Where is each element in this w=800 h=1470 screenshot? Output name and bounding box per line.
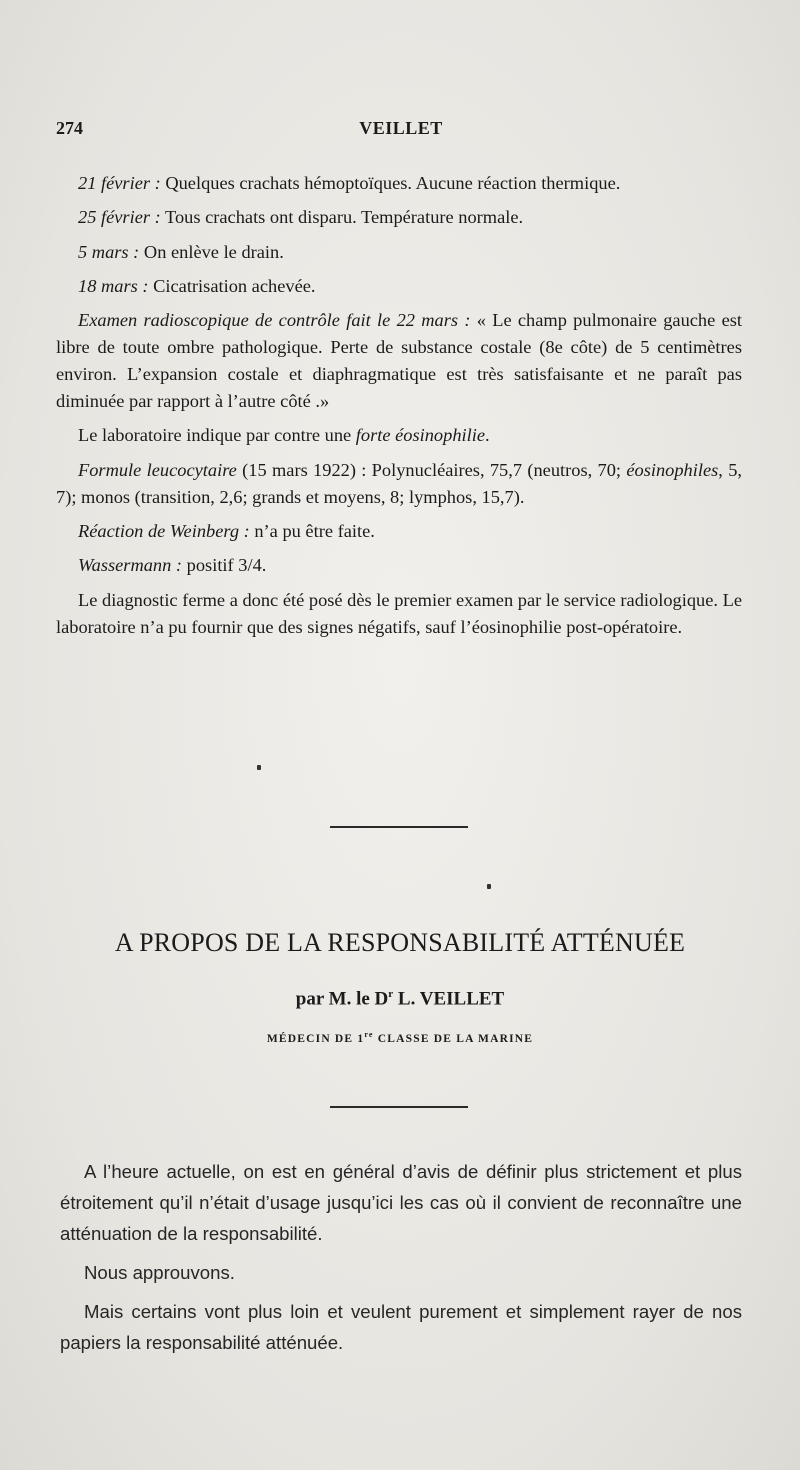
article-paragraph: Mais certains vont plus loin et veulent purement et simplement rayer de nos papiers la responsabilité atténuée.: [60, 1301, 742, 1353]
affiliation-suffix: CLASSE DE LA MARINE: [373, 1032, 534, 1045]
case-note: [56, 170, 742, 197]
byline-prefix: par M. le D: [295, 988, 389, 1010]
radioscopy-text: « Le champ pulmonaire gauche est libre de toute ombre pathologique. Perte de substance costale (8e côte) de 5 centimètres environ. L’expansion costale et diaphragmatique est très satisfaisante et ne paraît pas diminuée par rapport à l’autre côté .»: [56, 310, 743, 412]
case-note-date: 5 mars :: [78, 241, 140, 262]
case-note: [56, 239, 742, 266]
weinberg-paragraph: [56, 518, 742, 545]
case-note: [56, 204, 742, 231]
article-title: A PROPOS DE LA RESPONSABILITÉ ATTÉNUÉE: [114, 928, 686, 957]
formula-lead: Formule leucocytaire: [78, 459, 237, 480]
lab-text-end: .: [485, 425, 490, 446]
formula-text-end: , 5, 7); monos (transition, 2,6; grands et moyens, 8; lymphos, 15,7).: [56, 459, 742, 507]
case-note-date: 25 février :: [78, 207, 161, 228]
article-paragraph: Nous approuvons.: [84, 1262, 235, 1283]
case-note-date: 21 février :: [78, 173, 161, 193]
case-note-text: On enlève le drain.: [139, 241, 284, 262]
byline-superscript: r: [388, 988, 394, 1000]
wassermann-text: positif 3/4.: [182, 555, 267, 576]
weinberg-lead: Réaction de Weinberg :: [78, 521, 250, 542]
author-name: L. VEILLET: [393, 988, 505, 1010]
lab-paragraph: [56, 422, 742, 449]
running-title: VEILLET: [359, 118, 443, 138]
print-speck: [257, 765, 261, 770]
print-speck: [487, 884, 491, 889]
wassermann-paragraph: [56, 552, 742, 579]
case-note-text: Cicatrisation achevée.: [148, 275, 316, 296]
radioscopy-lead: Examen radioscopique de contrôle fait le 22 mars :: [78, 310, 471, 331]
article-paragraph: A l’heure actuelle, on est en général d’avis de définir plus strictement et plus étroitement qu’il n’était d’usage jusqu’ici les cas où il convient de reconnaître une atténuation de la responsabilité.: [60, 1161, 742, 1244]
formula-emphasis: éosinophiles: [626, 459, 719, 480]
page-number: 274: [56, 118, 83, 138]
wassermann-lead: Wassermann :: [78, 555, 183, 576]
title-divider-rule: [330, 1106, 468, 1108]
case-note: [56, 273, 742, 300]
formula-text: (15 mars 1922) : Polynucléaires, 75,7 (neutros, 70;: [236, 459, 627, 480]
formula-paragraph: [56, 457, 742, 511]
section-divider-rule: [330, 826, 468, 828]
case-note-text: Quelques crachats hémoptoïques. Aucune réaction thermique.: [160, 173, 621, 193]
page-header: [56, 118, 746, 144]
radioscopy-note: [56, 307, 742, 415]
lab-text: Le laboratoire indique par contre une: [78, 425, 356, 446]
author-affiliation: [50, 1030, 750, 1045]
case-note-text: Tous crachats ont disparu. Température normale.: [160, 207, 524, 228]
affiliation-prefix: MÉDECIN DE 1: [266, 1032, 365, 1045]
case-report-continuation: [56, 170, 742, 648]
case-note-date: 18 mars :: [78, 275, 149, 296]
lab-emphasis: forte éosinophilie: [355, 425, 486, 446]
article-byline: [50, 988, 750, 1010]
affiliation-superscript: re: [364, 1030, 374, 1039]
weinberg-text: n’a pu être faite.: [249, 521, 375, 542]
diagnostic-paragraph: Le diagnostic ferme a donc été posé dès le premier examen par le service radiologique. Le laboratoire n’a pu fournir que des signes négatifs, sauf l’éosinophilie post-opératoire.: [56, 589, 742, 637]
article-body: [60, 1156, 742, 1366]
